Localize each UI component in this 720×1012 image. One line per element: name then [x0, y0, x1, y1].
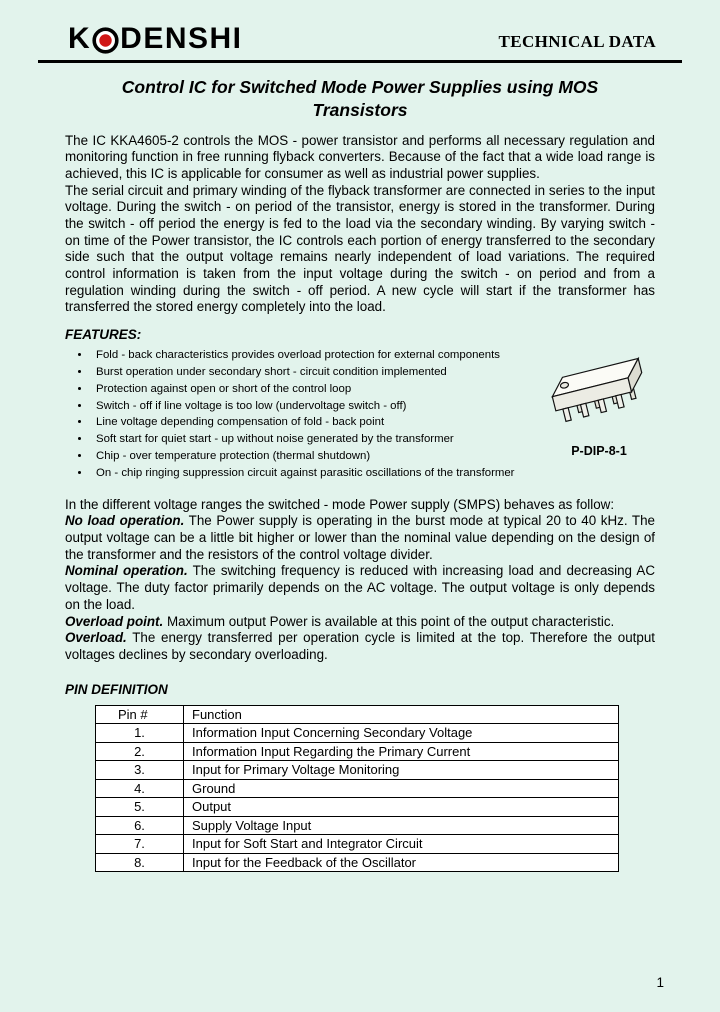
feature-item: • Switch - off if line voltage is too low (undervoltage switch - off): [91, 399, 543, 414]
mode-lead: No load operation.: [65, 513, 185, 529]
feature-item: • On - chip ringing suppression circuit against parasitic oscillations of the transformer: [91, 466, 543, 481]
kodenshi-logo: [68, 24, 243, 54]
pin-number: 5.: [96, 798, 184, 817]
features-heading: FEATURES:: [65, 327, 142, 343]
feature-item: • Chip - over temperature protection (thermal shutdown): [91, 449, 543, 464]
table-row: [96, 761, 619, 780]
intro-paragraph-2: The serial circuit and primary winding of the flyback transformer are connected in series to the input voltage. During the switch - on period of the transistor, energy is stored in the transformer. During the switch - off period the energy is fed to the load via the secondary winding. By varying switch - on time of the Power transistor, the IC controls each portion of energy transferred to the secondary side such that the output voltage remains nearly independent of load variations. The required control information is taken from the input voltage during the switch - on period and from a regulation winding during the switch - off period. A new cycle will start if the transformer has transferred the stored energy completely into the load.: [65, 182, 655, 315]
pin-function: Input for the Feedback of the Oscillator: [184, 853, 619, 872]
package-figure: [543, 348, 655, 458]
pin-function: Output: [184, 798, 619, 817]
technical-data-label: TECHNICAL DATA: [498, 32, 656, 51]
mode-lead: Nominal operation.: [65, 563, 188, 579]
page-header: [38, 24, 682, 60]
mode-lead: Overload.: [65, 630, 127, 646]
mode-paragraph-nominal: [65, 563, 655, 613]
table-row: [96, 742, 619, 761]
behavior-intro: In the different voltage ranges the switched - mode Power supply (SMPS) behaves as follow:: [65, 496, 615, 512]
mode-lead: Overload point.: [65, 613, 164, 629]
document-content: [38, 76, 682, 872]
feature-item: • Line voltage depending compensation of fold - back point: [91, 415, 543, 430]
pin-function: Input for Primary Voltage Monitoring: [184, 761, 619, 780]
feature-item: • Fold - back characteristics provides overload protection for external components: [91, 348, 543, 363]
pin-number: 1.: [96, 724, 184, 743]
package-label: P-DIP-8-1: [571, 444, 627, 459]
table-row: [96, 798, 619, 817]
header-rule: [38, 60, 682, 63]
column-header-pin: Pin #: [96, 705, 184, 724]
pin-function: Information Input Concerning Secondary Voltage: [184, 724, 619, 743]
mode-text: The Power supply is operating in the burst mode at typical 20 to 40 kHz. The output voltage can be a little bit higher or lower than the nominal value depending on the design of the transformer and the resistors of the control voltage divider.: [65, 513, 655, 562]
pin-number: 3.: [96, 761, 184, 780]
feature-item: • Protection against open or short of the control loop: [91, 382, 543, 397]
pin-function: Supply Voltage Input: [184, 816, 619, 835]
feature-item: • Soft start for quiet start - up without noise generated by the transformer: [91, 432, 543, 447]
mode-paragraph-overload-point: [65, 614, 655, 631]
document-title: Control IC for Switched Mode Power Supplies using MOS Transistors: [121, 77, 599, 121]
pin-function: Information Input Regarding the Primary Current: [184, 742, 619, 761]
column-header-function: Function: [184, 705, 619, 724]
pin-definition-table: [95, 705, 619, 873]
table-row: [96, 853, 619, 872]
pin-definition-heading: PIN DEFINITION: [65, 681, 168, 697]
pin-number: 2.: [96, 742, 184, 761]
mode-text: Maximum output Power is available at this point of the output characteristic.: [163, 613, 615, 629]
dip8-package-image: [540, 356, 658, 440]
table-row: [96, 816, 619, 835]
logo-text-denshi: DENSHI: [120, 22, 243, 55]
pin-function: Input for Soft Start and Integrator Circuit: [184, 835, 619, 854]
mode-text: The switching frequency is reduced with increasing load and decreasing AC voltage. The duty factor primarily depends on the AC voltage. The output voltage is only depends on the load.: [65, 563, 655, 612]
intro-paragraph-1: The IC KKA4605-2 controls the MOS - power transistor and performs all necessary regulation and monitoring function in free running flyback converters. Because of the fact that a wide load range is achieved, this IC is applicable for consumer as well as industrial power supplies.: [65, 132, 655, 181]
pin-number: 8.: [96, 853, 184, 872]
logo-o-icon: [92, 25, 119, 54]
table-header-row: [96, 705, 619, 724]
mode-paragraph-overload: [65, 630, 655, 663]
mode-text: The energy transferred per operation cycle is limited at the top. Therefore the output voltages declines by secondary overloading.: [65, 630, 655, 662]
mode-paragraph-no-load: [65, 513, 655, 563]
pin-function: Ground: [184, 779, 619, 798]
page-number: 1: [656, 975, 664, 990]
features-list: [65, 348, 543, 483]
feature-item: • Burst operation under secondary short - circuit condition implemented: [91, 365, 543, 380]
pin-number: 6.: [96, 816, 184, 835]
table-row: [96, 779, 619, 798]
table-row: [96, 724, 619, 743]
pin-number: 7.: [96, 835, 184, 854]
table-row: [96, 835, 619, 854]
features-section: [65, 348, 655, 483]
logo-text-k: K: [68, 22, 92, 55]
pin-number: 4.: [96, 779, 184, 798]
